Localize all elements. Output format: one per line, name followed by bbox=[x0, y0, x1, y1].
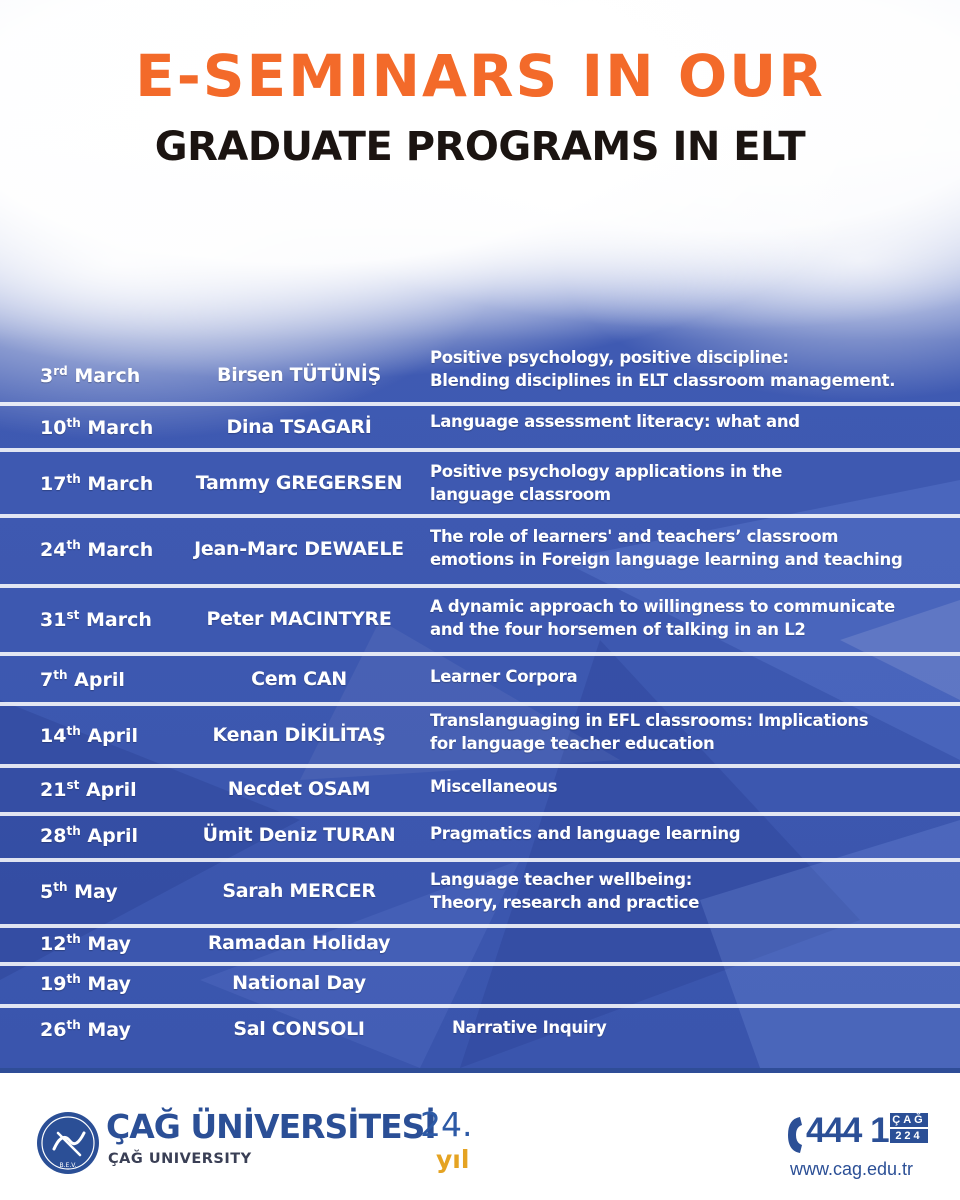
schedule-row bbox=[0, 966, 960, 1004]
seminar-topic: Positive psychology, positive discipline: Blending disciplines in ELT classroom management. bbox=[430, 348, 896, 390]
seminar-topic: A dynamic approach to willingness to communicate and the four horsemen of talking in an L2 bbox=[430, 597, 895, 639]
seminar-speaker: Cem CAN bbox=[251, 668, 347, 690]
anniversary-number: 24. bbox=[420, 1105, 473, 1144]
seminar-speaker: Sarah MERCER bbox=[222, 880, 376, 902]
schedule-row bbox=[0, 518, 960, 584]
university-name: ÇAĞ ÜNİVERSİTESİ bbox=[106, 1107, 436, 1146]
schedule-row bbox=[0, 406, 960, 448]
schedule-row bbox=[0, 768, 960, 812]
schedule-row bbox=[0, 338, 960, 402]
seminar-date: 14th April bbox=[40, 724, 139, 747]
schedule-row bbox=[0, 1008, 960, 1064]
seminar-topic: Narrative Inquiry bbox=[452, 1018, 607, 1037]
schedule-row bbox=[0, 656, 960, 702]
seminar-date: 5th May bbox=[40, 880, 118, 903]
phone-icon bbox=[784, 1115, 806, 1155]
seminar-date: 12th May bbox=[40, 932, 131, 955]
seminar-topic: Language assessment literacy: what and bbox=[430, 412, 800, 431]
seminar-date: 28th April bbox=[40, 824, 139, 847]
title-line-1: E-SEMINARS IN OUR bbox=[135, 42, 825, 110]
seminar-topic: The role of learners' and teachers’ classroom emotions in Foreign language learning and teaching bbox=[430, 527, 903, 569]
seminar-speaker: Kenan DİKİLİTAŞ bbox=[212, 724, 386, 746]
seminar-speaker: Jean-Marc DEWAELE bbox=[194, 538, 404, 560]
seminar-speaker: National Day bbox=[232, 972, 366, 994]
seminar-date: 7th April bbox=[40, 668, 125, 691]
phone-box-bottom: 224 bbox=[890, 1129, 928, 1143]
seminar-date: 17th March bbox=[40, 472, 154, 495]
schedule-row bbox=[0, 816, 960, 858]
phone-number: 444 1 bbox=[806, 1111, 889, 1150]
footer bbox=[0, 1068, 960, 1200]
seminar-topic: Language teacher wellbeing: Theory, research and practice bbox=[430, 870, 700, 912]
seminar-date: 3rd March bbox=[40, 364, 141, 387]
seminar-speaker: Necdet OSAM bbox=[227, 778, 371, 800]
seminar-speaker: Peter MACINTYRE bbox=[206, 608, 392, 630]
schedule-row bbox=[0, 706, 960, 764]
title-line-2: GRADUATE PROGRAMS IN ELT bbox=[154, 124, 806, 170]
seminar-date: 24th March bbox=[40, 538, 154, 561]
seminar-date: 21st April bbox=[40, 778, 137, 801]
seminar-date: 31st March bbox=[40, 608, 152, 631]
seminar-topic: Pragmatics and language learning bbox=[430, 824, 741, 843]
schedule-row bbox=[0, 588, 960, 652]
seminar-topic: Miscellaneous bbox=[430, 777, 558, 796]
seminar-speaker: Sal CONSOLI bbox=[233, 1018, 365, 1040]
schedule-row bbox=[0, 928, 960, 962]
seminar-topic: Positive psychology applications in the language classroom bbox=[430, 462, 783, 504]
anniversary-label: yıl bbox=[436, 1145, 470, 1174]
website-link[interactable]: www.cag.edu.tr bbox=[790, 1159, 914, 1179]
schedule-row bbox=[0, 452, 960, 514]
seminar-date: 10th March bbox=[40, 416, 154, 439]
seminar-speaker: Birsen TÜTÜNİŞ bbox=[217, 364, 381, 386]
schedule-row bbox=[0, 862, 960, 924]
seminar-speaker: Ümit Deniz TURAN bbox=[202, 824, 396, 846]
phone-box-top: ÇAĞ bbox=[890, 1113, 928, 1127]
seminar-topic: Translanguaging in EFL classrooms: Implications for language teacher education bbox=[430, 711, 869, 753]
university-name-english: ÇAĞ UNIVERSITY bbox=[108, 1151, 252, 1167]
seminar-topic: Learner Corpora bbox=[430, 667, 578, 686]
seminar-date: 26th May bbox=[40, 1018, 131, 1041]
seminar-date: 19th May bbox=[40, 972, 131, 995]
university-seal-icon bbox=[36, 1111, 100, 1175]
seminar-speaker: Tammy GREGERSEN bbox=[195, 472, 403, 494]
svg-text:B.E.V.: B.E.V. bbox=[59, 1162, 77, 1169]
seminar-speaker: Dina TSAGARİ bbox=[226, 416, 372, 438]
phone-number-box bbox=[890, 1113, 928, 1145]
seminar-speaker: Ramadan Holiday bbox=[207, 932, 391, 954]
